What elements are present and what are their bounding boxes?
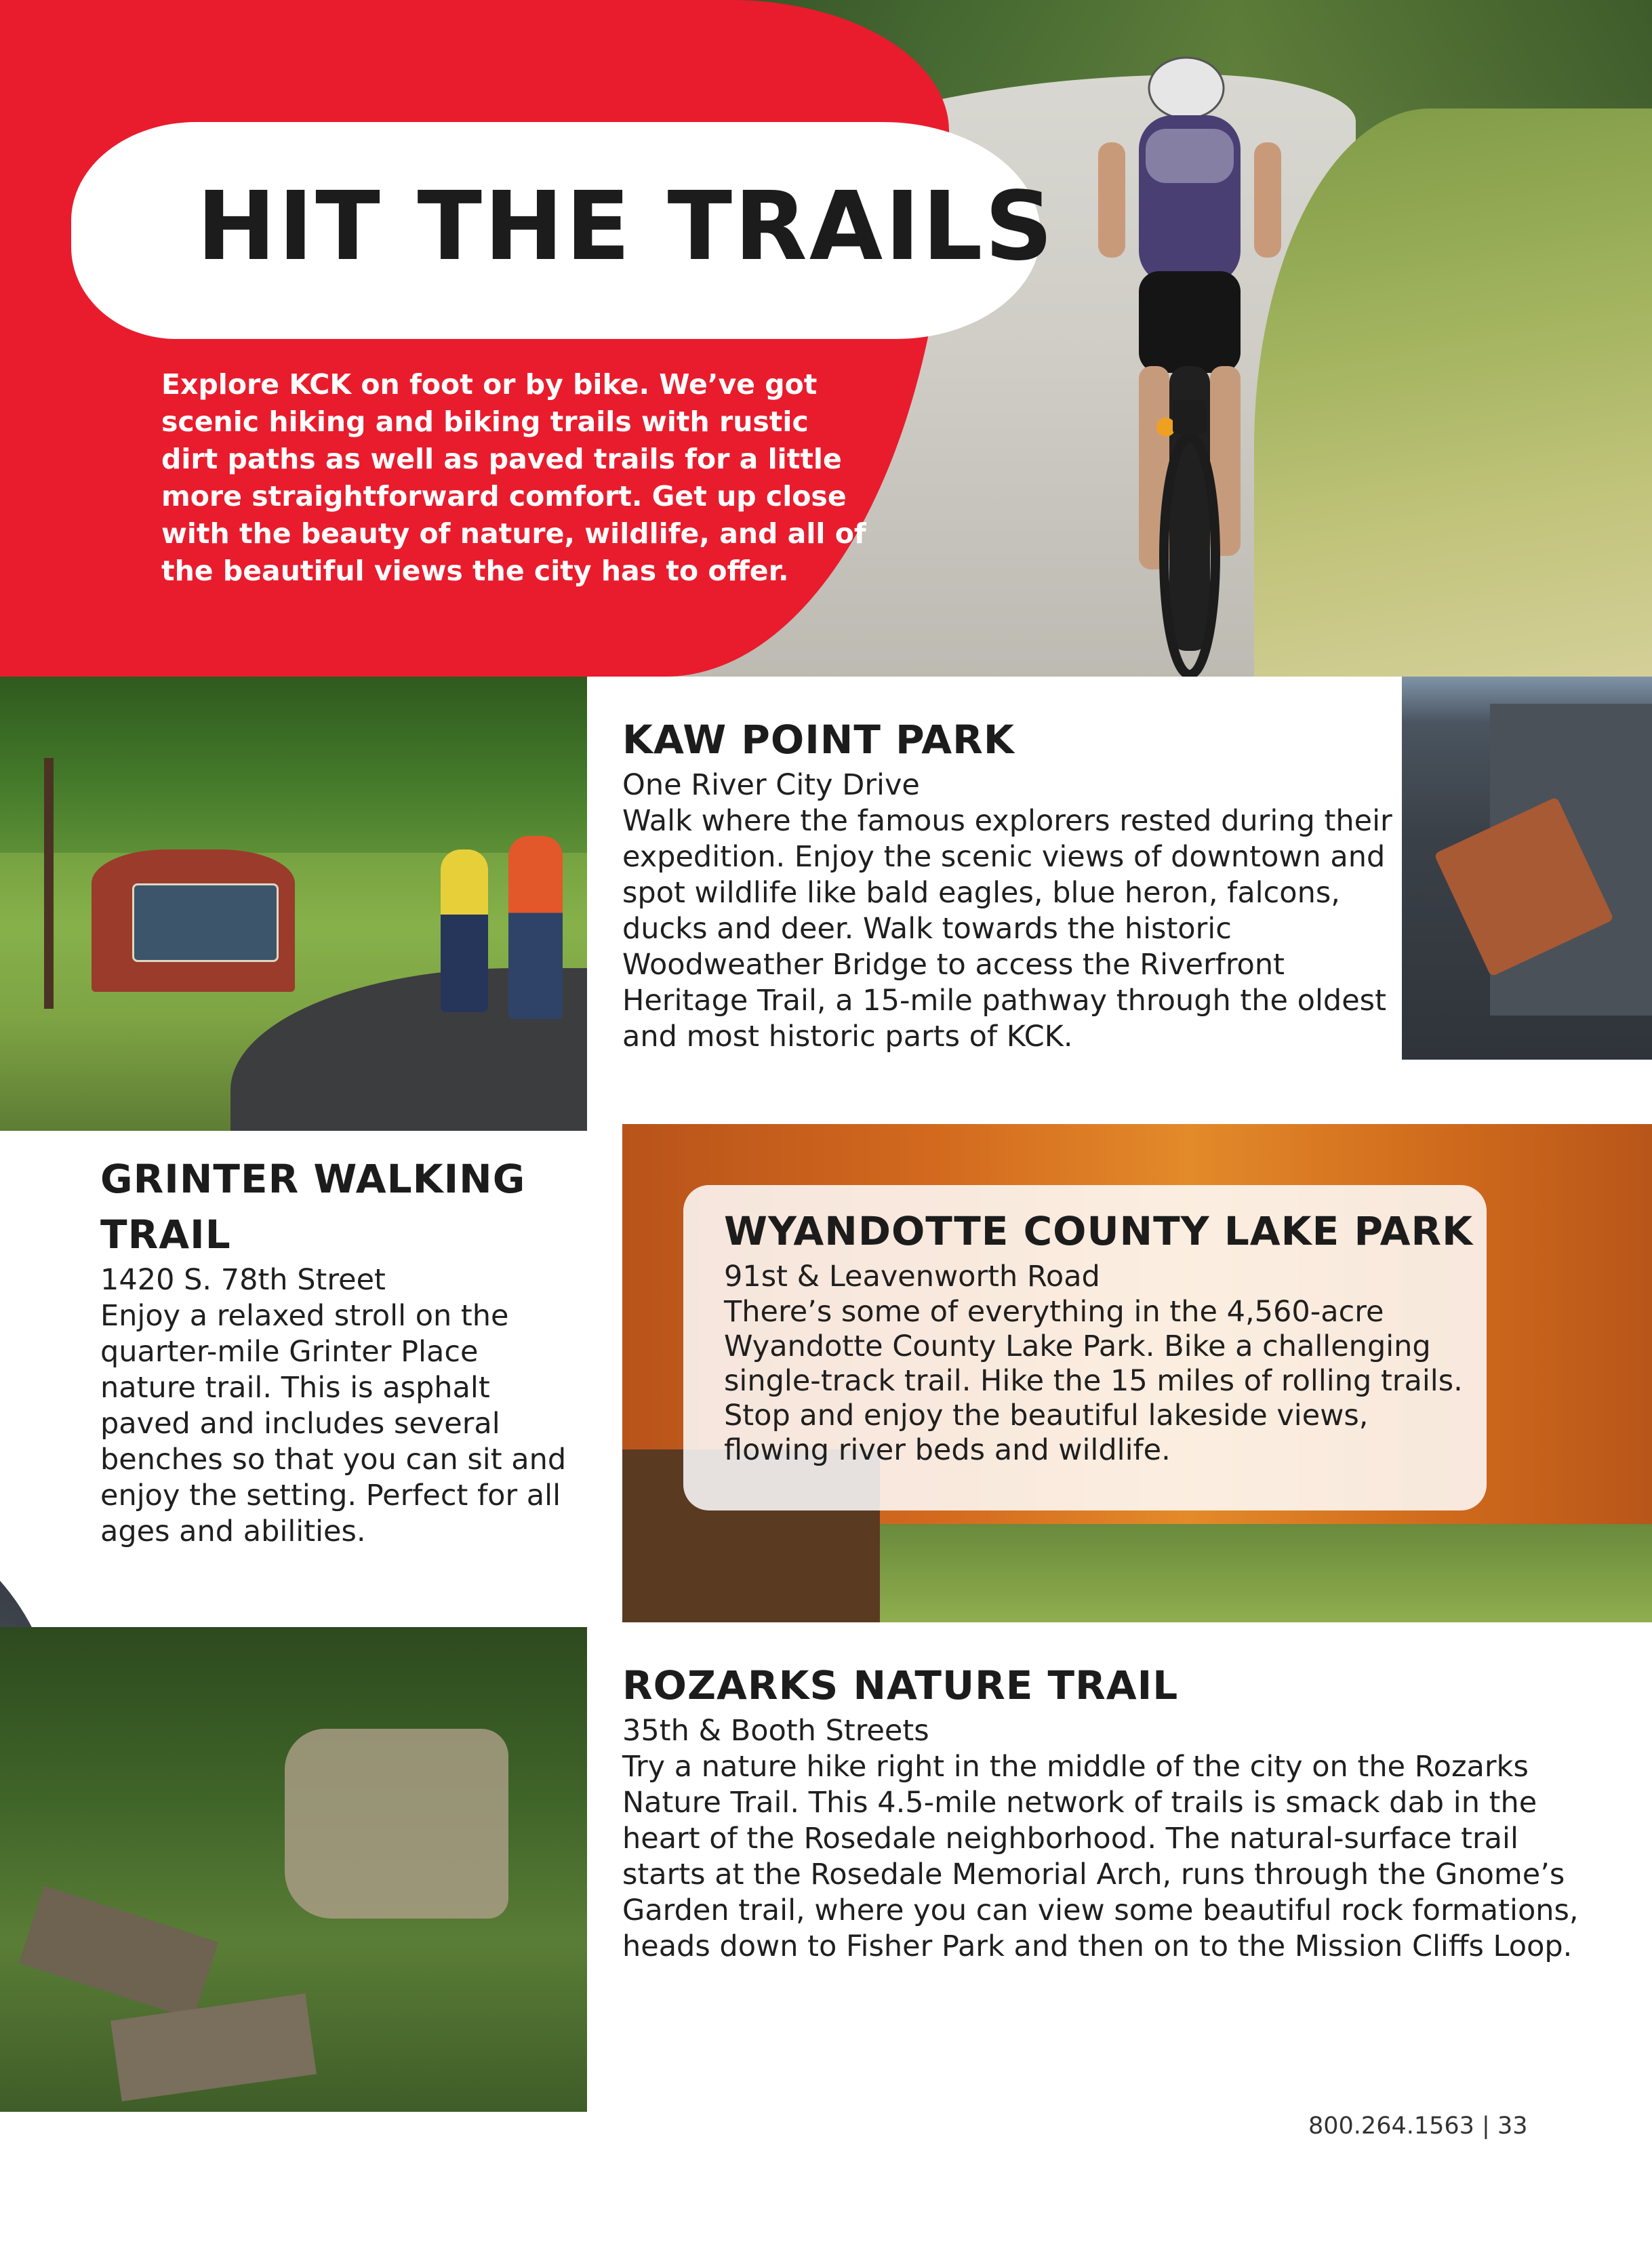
rozarks-title: ROZARKS NATURE TRAIL	[622, 1662, 1179, 1708]
grinter-title: GRINTER WALKING TRAIL	[100, 1156, 526, 1258]
rozarks-nature-trail-photo	[0, 1627, 587, 2112]
lake-park-description: There’s some of everything in the 4,560-acre Wyandotte County Lake Park. Bike a challenging single-track trail. Hike the 15 miles of rolling trails. Stop and enjoy the beautiful lakeside views, flowing river beds and wildlife.	[724, 1295, 1463, 1467]
kaw-point-description: Walk where the famous explorers rested during their expedition. Enjoy the scenic views of downtown and spot wildlife like bald eagles, blue heron, falcons, ducks and deer. Walk towards the historic Woodweather Bridge to access the Riverfront Heritage Trail, a 15-mile pathway through the oldest and most historic parts of KCK.	[622, 804, 1392, 1054]
kaw-point-photo	[1402, 677, 1652, 1060]
lake-park-section	[724, 1203, 1476, 1468]
intro-paragraph: Explore KCK on foot or by bike. We’ve got scenic hiking and biking trails with rustic dirt paths as well as paved trails for a little more straightforward comfort. Get up close with the beauty of nature, wildlife, and all of the beautiful views the city has to offer.	[161, 368, 866, 587]
kaw-point-section	[622, 712, 1395, 1055]
rozarks-description: Try a nature hike right in the middle of the city on the Rozarks Nature Trail. This 4.5-mile network of trails is smack dab in the heart of the Rosedale neighborhood. The natural-surface trail starts at the Rosedale Memorial Arch, runs through the Gnome’s Garden trail, where you can view some beautiful rock formations, heads down to Fisher Park and then on to the Mission Cliffs Loop.	[622, 1750, 1579, 1963]
cyclist-figure	[1057, 41, 1315, 677]
grinter-walking-trail-photo	[0, 677, 587, 1131]
lake-park-title: WYANDOTTE COUNTY LAKE PARK	[724, 1208, 1474, 1254]
page-footer: 800.264.1563 | 33	[1308, 2112, 1528, 2140]
grinter-description: Enjoy a relaxed stroll on the quarter-mile Grinter Place nature trail. This is asphalt paved and includes several benches so that you can sit and enjoy the setting. Perfect for all ages and abilities.	[100, 1299, 567, 1548]
lake-park-address: 91st & Leavenworth Road	[724, 1260, 1100, 1294]
kaw-point-title: KAW POINT PARK	[622, 717, 1015, 763]
rozarks-address: 35th & Booth Streets	[622, 1714, 929, 1748]
grinter-section	[100, 1151, 575, 1550]
rozarks-section	[622, 1658, 1585, 1965]
page-title: HIT THE TRAILS	[197, 172, 1055, 282]
kaw-point-address: One River City Drive	[622, 768, 920, 802]
grinter-address: 1420 S. 78th Street	[100, 1263, 386, 1297]
